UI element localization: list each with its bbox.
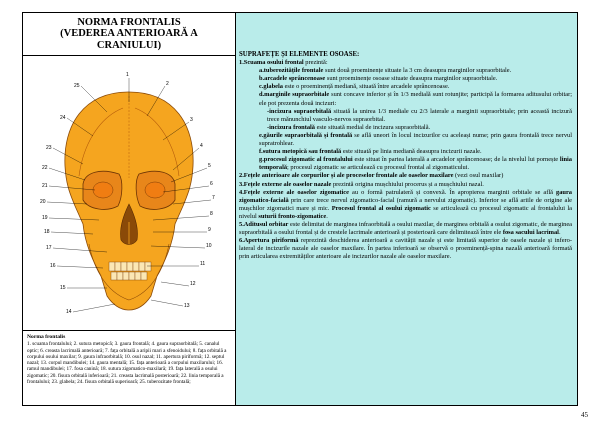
label-13: 13 (184, 303, 190, 309)
s2-text: (vezi osul maxilar) (453, 172, 504, 180)
d-title: d.marginile supraorbitale (259, 91, 330, 99)
skull-drawing (23, 56, 235, 330)
legend-text: 1. scuama frontalului; 2. sutura metopică; 3. gaura frontală; 4. gaura supraorbitală; 5. canalul optic; 6. creasta lacrimală anterioară; 7. fața orbitală a aripii mari a sfenoidului; 8. fața orbitală a corpului osului maxilar; 9. gaura infraorbitală; 10. osul nazal; 11. apertura piriformă; 12. septul nazal; 13. corpul mandibulei; 14. gaura mentală; 15. fața anterioară a corpului maxilarului; 16. ramul mandibulei; 17. fosa canină; 18. sutura zigomatico-maxilară; 19. fața laterală a osului zigomatic; 20. fisura orbitală inferioară; 21. creasta lacrimală posterioară; 22. linia temporală a frontalului; 23. glabela; 24. fisura orbitală superioară; 25. tuberozitate frontală; (27, 341, 227, 386)
figure-title (23, 13, 235, 56)
a-title: a.tuberozitățile frontale (259, 67, 324, 75)
skull-illustration (23, 56, 235, 330)
label-19: 19 (42, 215, 48, 221)
e-title: e.găurile supraorbitală și frontală (259, 131, 353, 139)
label-8: 8 (210, 211, 213, 217)
a-text: sunt două proeminențe situate la 3 cm deasupra marginilor supraorbitale. (323, 67, 512, 75)
c-text: este o proeminență mediană, situată între arcadele sprâncenoase. (282, 83, 450, 91)
teeth (109, 262, 151, 280)
label-21: 21 (42, 183, 48, 189)
text-content (239, 51, 572, 261)
label-1: 1 (126, 72, 129, 78)
s4-bold-1: gaura zigomatico-facială (239, 188, 572, 204)
s6-text: reprezintă deschiderea anterioară a cavității nazale și este limitată superior de oasele nazale și infero-lateral de incizurile nazale ale oaselor maxilare. În partea inferioară se observă o proeminență-spina nazală anterioară formată prin articularea extremităților anterioare ale incizurilor nazale ale oaselor maxilare. (239, 237, 572, 261)
s5-text-1: este delimitat de marginea infraorbitală a osului maxilar, de marginea orbitală a osului zigomatic, de marginea supraorbitală a osului frontal și de crestele lacrimale anterioară și posterioară care delimitează între ele (239, 220, 573, 237)
s3-title: 3.Fețele externe ale oaselor nazale (239, 180, 332, 188)
page-number: 45 (581, 411, 588, 419)
f-title: f.sutura metopică sau frontală (259, 148, 342, 156)
s4-bold-2: Procesul frontal al osului zigomatic (331, 204, 431, 212)
g-text-2: ; procesul zigomatic se articulează cu procesul frontal al zigomaticului. (287, 164, 470, 172)
s1-text: prezintă: (303, 59, 328, 67)
s4-text-4: . (326, 212, 328, 220)
s1-title: 1.Scuama osului frontal (239, 59, 304, 67)
s5-text-2: . (558, 229, 561, 237)
label-2: 2 (166, 81, 169, 87)
label-14: 14 (66, 309, 72, 315)
text-panel (236, 13, 577, 405)
label-9: 9 (208, 227, 211, 233)
label-10: 10 (206, 243, 212, 249)
s4-text-3: se articulează cu procesul zigomatic al frontalului la nivelul (239, 204, 572, 220)
s3-text: prezintă origina mușchiului procerus și a mușchiului nazal. (331, 180, 484, 188)
g-text-1: este situat în partea laterală a arcadelor sprâncenoase; de la nivelul lui pornește (352, 156, 560, 164)
e-text: se află uneori în locul incizurilor cu aceleași nume; prin gaura frontală trece nervul supratrohlear. (259, 131, 573, 148)
label-25: 25 (74, 83, 80, 89)
c-title: c.glabela (259, 83, 283, 91)
b-text: sunt proeminențe osoase situate deasupra marginilor supraorbitale. (325, 75, 498, 83)
legend-title: Norma frontalis (27, 334, 66, 340)
b-title: b.arcadele sprâncenoase (259, 75, 326, 83)
right-orbit-inner (145, 182, 165, 198)
f-text: este situată pe linia mediană deasupra incizurii nazale. (341, 148, 482, 156)
label-17: 17 (46, 245, 52, 251)
inc2-title: -incizura frontală (267, 123, 315, 131)
label-3: 3 (190, 117, 193, 123)
g-bold: linia temporală (259, 156, 572, 172)
g-title: g.procesul zigomatic al frontalului (259, 156, 353, 164)
s4-bold-3: suturii fronto-zigomatice (258, 212, 327, 220)
title-line-1: NORMA FRONTALIS (77, 16, 181, 28)
section-heading: SUPRAFEȚE ȘI ELEMENTE OSOASE: (239, 51, 360, 58)
label-12: 12 (190, 281, 196, 287)
inc1-title: -incizura supraorbitală (267, 107, 332, 115)
title-line-3: CRANIULUI) (96, 39, 162, 51)
s4-title: 4.Fețele externe ale oaselor zigomatice (239, 188, 349, 196)
figure-column (23, 13, 236, 405)
label-23: 23 (46, 145, 52, 151)
d-text: sunt concave inferior și în 1/3 medială sunt rotunjite; participă la formarea aditusului orbitar; ele pot prezenta două incizuri: (259, 91, 572, 107)
s5-title: 5.Aditusul orbitar (239, 220, 289, 228)
s6-title: 6.Apertura piriformă (239, 237, 299, 245)
label-7: 7 (212, 195, 215, 201)
label-4: 4 (200, 143, 203, 149)
label-6: 6 (210, 181, 213, 187)
label-11: 11 (200, 261, 206, 267)
figure-legend (23, 330, 235, 405)
s2-title: 2.Fețele anterioare ale corpurilor și ale proceselor frontale ale oaselor maxilare (239, 172, 454, 180)
label-24: 24 (60, 115, 66, 121)
s5-bold: fosa sacului lacrimal (502, 229, 559, 237)
page-frame (22, 12, 578, 406)
label-22: 22 (42, 165, 48, 171)
left-orbit-inner (93, 182, 113, 198)
label-18: 18 (44, 229, 50, 235)
label-15: 15 (60, 285, 66, 291)
label-16: 16 (50, 263, 56, 269)
s4-text-2: prin care trece nervul zigomatico-facial (ramură a nervului zigomatic). Inferior se află ariile de origine ale mușchilor zigomatici mare și mic. (239, 196, 572, 212)
title-line-2: (VEDEREA ANTERIOARĂ A (60, 28, 198, 40)
s4-text-1: au o formă patrulateră și convexă. În apropierea marginii orbitale se află (348, 188, 557, 196)
inc2-text: este situată medial de incizura supraorbitală. (314, 123, 431, 131)
label-20: 20 (40, 199, 46, 205)
inc1-text: situată la unirea 1/3 mediale cu 2/3 laterale a marginii supraorbitale; prin această incizură trece mănunchiul vasculo-nervos supraorbital. (267, 107, 573, 123)
label-5: 5 (208, 163, 211, 169)
